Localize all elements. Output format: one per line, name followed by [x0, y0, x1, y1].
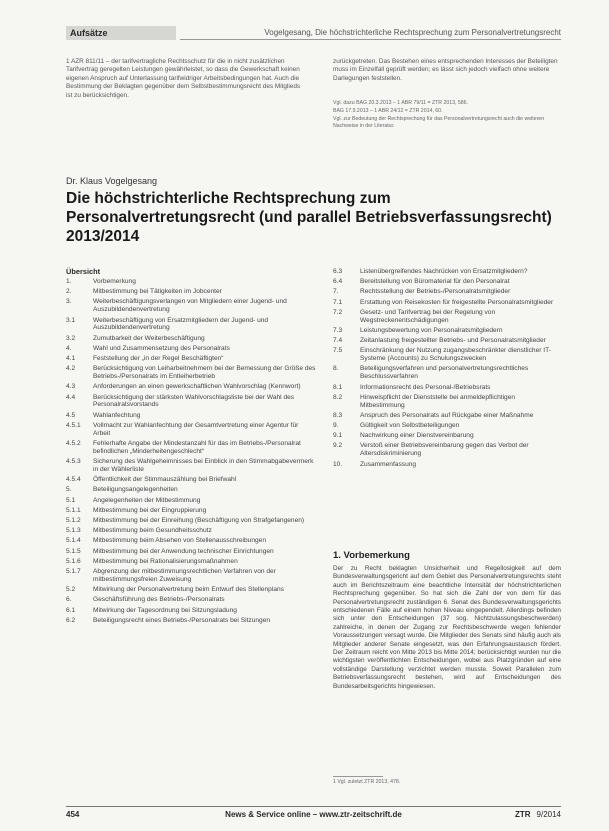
- toc-item-text: Mitwirkung der Personalvertretung beim Entwurf des Stellenplans: [93, 586, 284, 594]
- toc-item: [66, 298, 316, 314]
- toc-item: [333, 268, 561, 276]
- running-header: [66, 26, 561, 40]
- toc-item-number: 4.5.4: [66, 476, 81, 484]
- article-title: Die höchstrichterliche Rechtsprechung zum Personalvertretungsrecht (und parallel Betriebsverfassungsrecht) 2013/2014: [66, 190, 552, 245]
- toc-item-number: 4.5.3: [66, 458, 81, 466]
- toc-item-number: 6.4: [333, 278, 343, 286]
- toc-item-number: 8.3: [333, 411, 343, 419]
- toc-item: [333, 422, 561, 430]
- toc-item-number: 9.: [333, 422, 339, 430]
- toc-item: [66, 412, 316, 420]
- toc-item-text: Mitbestimmung beim Gesundheitsschutz: [93, 527, 212, 535]
- toc-item: [66, 527, 316, 535]
- toc-item: [66, 617, 316, 625]
- toc-item: [66, 476, 316, 484]
- toc-item-text: Nachwirkung einer Dienstvereinbarung: [360, 432, 474, 440]
- toc-item: [66, 278, 316, 286]
- toc-item: [66, 317, 316, 333]
- toc-item-number: 7.1: [333, 298, 343, 306]
- toc-item: [333, 288, 561, 296]
- toc-item-number: 5.1.1: [66, 506, 81, 514]
- footnote-rule: [333, 776, 383, 777]
- toc-item-text: Fehlerhafte Angabe der Mindestanzahl für das im Betriebs-/Personalrat befindlichen „Minderheitengeschlecht“: [93, 439, 301, 455]
- toc-item-text: Mitbestimmung bei Tätigkeiten im Jobcenter: [93, 288, 222, 296]
- toc-item: [66, 394, 316, 410]
- toc-item-text: Informationsrecht des Personal-/Betriebsrats: [360, 383, 491, 391]
- toc-item: [66, 586, 316, 594]
- toc-item: [333, 461, 561, 469]
- toc-item: [66, 596, 316, 604]
- toc-item-number: 3.2: [66, 334, 76, 342]
- issue-number: 9/2014: [536, 810, 561, 819]
- toc-item-text: Vorbemerkung: [93, 278, 136, 285]
- toc-item-number: 8.1: [333, 383, 343, 391]
- journal-issue: [515, 810, 561, 819]
- toc-item: [66, 537, 316, 545]
- toc-item-text: Mitbestimmung bei der Einreihung (Beschäftigung von Strafgefangenen): [93, 517, 305, 524]
- toc-item-text: Wahlanfechtung: [93, 411, 141, 419]
- toc-item-number: 3.1: [66, 316, 76, 324]
- toc-item-text: Gesetz- und Tarifvertrag bei der Regelung von Wegstreckenentschädigungen: [360, 308, 496, 324]
- toc-item: [333, 432, 561, 440]
- toc-item-text: Mitbestimmung beim Absehen von Stellenausschreibungen: [93, 537, 267, 545]
- toc-item: [333, 309, 561, 325]
- toc-item-number: 4.3: [66, 383, 76, 391]
- journal-name: ZTR: [514, 810, 531, 819]
- toc-item-number: 4.1: [66, 355, 76, 363]
- toc-item-number: 5.1.2: [66, 517, 81, 524]
- toc-item-text: Zumutbarkeit der Weiterbeschäftigung: [93, 334, 205, 342]
- toc-item-text: Öffentlichkeit der Stimmauszählung bei Briefwahl: [93, 476, 237, 484]
- toc-item: [66, 507, 316, 515]
- toc-item: [333, 442, 561, 458]
- toc-item: [333, 412, 561, 420]
- toc-item-text: Erstattung von Reisekosten für freigestellte Personalratsmitglieder: [360, 298, 554, 306]
- toc-item: [333, 278, 561, 286]
- section-heading: 1. Vorbemerkung: [333, 550, 410, 561]
- toc-item-text: Weiterbeschäftigungsverlangen von Mitgliedern einer Jugend- und Auszubildendenvertretung: [93, 298, 287, 314]
- toc-item-number: 3.: [66, 298, 72, 306]
- toc-item-text: Listenübergreifendes Nachrücken von Ersatzmitgliedern?: [360, 268, 528, 275]
- toc-item: [333, 327, 561, 335]
- toc-item-number: 7.2: [333, 308, 343, 316]
- toc-item-text: Bereitstellung von Büromaterial für den Personalrat: [360, 278, 510, 286]
- toc-item-number: 9.1: [333, 432, 343, 440]
- toc-item-number: 4.4: [66, 393, 76, 401]
- toc-item-number: 7.4: [333, 337, 343, 345]
- toc-item-text: Wahl und Zusammensetzung des Personalrats: [93, 344, 230, 352]
- toc-item-number: 5.1.4: [66, 537, 81, 545]
- toc-item-text: Hinweispflicht der Dienststelle bei anmeldepflichtigen Mitbestimmung: [360, 393, 516, 409]
- toc-item-text: Weiterbeschäftigung von Ersatzmitgliedern der Jugend- und Auszubildendenvertretung: [93, 316, 269, 332]
- toc-item-number: 10.: [333, 460, 343, 468]
- toc-item-text: Zeitanlastung freigestellter Betriebs- und Personalratsmitglieder: [360, 337, 546, 345]
- toc-item: [66, 383, 316, 391]
- toc-item-text: Gültigkeit von Selbstbeteiligungen: [360, 422, 460, 430]
- toc-right-column: [333, 268, 561, 471]
- toc-item-text: Angelegenheiten der Mitbestimmung: [93, 496, 201, 504]
- toc-item-number: 9.2: [333, 442, 343, 450]
- toc-item-number: 7.: [333, 288, 339, 296]
- toc-item-text: Anspruch des Personalrats auf Rückgabe einer Maßnahme: [360, 411, 534, 419]
- toc-item-number: 8.2: [333, 393, 343, 401]
- toc-item-number: 5.: [66, 486, 72, 494]
- toc-item: [66, 486, 316, 494]
- section-body: Der zu Recht beklagten Unsicherheit und Regellosigkeit auf dem Bundesverwaltungsgericht auf dem Gebiet des Personalvertretungsrechts steht auch im Berichtszeitraum eine beachtliche Intensität der höchstrichterlichen Rechtsprechung gegenüber. So hat sich die Zahl der von dem für das Personalvertretungsrecht zuständigen 6. Senat des Bundesverwaltungsgerichts entschiedenen Fälle auf einem hohen Niveau eingependelt. Allerdings befinden sich unter den Entscheidungen (37 sog. Nichtzulassungsbeschwerden) zahlreiche, in denen der Zugang zur Rechtsbeschwerde wegen fehlender Voraussetzungen versagt wurde. Die Mitglieder des Senats sind häufig auch als Mitglieder anderer Senate eingesetzt, was den Erfahrungsaustausch fördert. Der Zeitraum reicht von Mitte 2013 bis Mitte 2014; berücksichtigt wurden nur die wichtigsten veröffentlichten Entscheidungen, wobei aus Platzgründen auf eine vollständige Darstellung verzichtet werden musste. Soweit Parallelen zum Betriebsverfassungsrecht bestehen, wird auf Entscheidungen des Bundesarbeitsgerichts hingewiesen.: [333, 565, 561, 690]
- toc-item: [66, 422, 316, 438]
- toc-item-text: Mitbestimmung bei der Eingruppierung: [93, 506, 207, 514]
- toc-item-text: Sicherung des Wahlgeheimnisses bei Einblick in den Stimmabgabevermerk in der Wählerliste: [93, 458, 314, 473]
- toc-item: [66, 345, 316, 353]
- toc-item-number: 4.: [66, 344, 72, 352]
- toc-item-text: Mitwirkung der Tagesordnung bei Sitzungsladung: [93, 606, 237, 614]
- toc-item: [66, 548, 316, 556]
- toc-item: [66, 568, 316, 584]
- toc-item-text: Verstoß einer Betriebsvereinbarung gegen das Verbot der Altersdiskriminierung: [360, 442, 529, 458]
- toc-item-text: Berücksichtigung von Leiharbeitnehmern bei der Bemessung der Größe des Betriebs-/Personalrats im Entleiherbetrieb: [93, 365, 316, 381]
- footnote: Vgl. zur Bedeutung der Rechtsprechung für das Personalvertretungsrecht auch die weiteren Nachweise in der Literatur.: [333, 116, 545, 129]
- toc-item-text: Anforderungen an einen gewerkschaftlichen Wahlvorschlag (Kennwort): [93, 383, 301, 391]
- toc-item-text: Rechtsstellung der Betriebs-/Personalratsmitglieder: [360, 288, 511, 296]
- toc-item-number: 6.3: [333, 268, 343, 275]
- toc-item-text: Beteiligungsverfahren und personalvertretungsrechtliches Beschlussverfahren: [360, 365, 529, 381]
- toc-item: [66, 517, 316, 525]
- toc-item-number: 5.1: [66, 496, 76, 504]
- toc-item-number: 4.5.2: [66, 439, 81, 447]
- toc-item-text: Beteiligungsrecht eines Betriebs-/Personalrats bei Sitzungen: [93, 616, 271, 624]
- toc-item-text: Mitbestimmung bei der Anwendung technischer Einrichtungen: [93, 547, 274, 555]
- toc-item-number: 7.5: [333, 347, 343, 355]
- toc-item-number: 8.: [333, 365, 339, 373]
- toc-item-number: 5.1.5: [66, 547, 81, 555]
- toc-item: [333, 347, 561, 363]
- toc-item-text: Abgrenzung der mitbestimmungsrechtlichen Verfahren von der mitbestimmungsfreien Zuweisung: [93, 568, 276, 583]
- toc-item-text: Berücksichtigung der stärksten Wahlvorschlagsliste bei der Wahl des Personalratsvorstands: [93, 393, 295, 409]
- running-title: Vogelgesang, Die höchstrichterliche Rechtsprechung zum Personalvertretungsrecht: [180, 26, 561, 40]
- toc-item: [66, 365, 316, 381]
- continuation-text-right: zurückgetreten. Das Bestehen eines entsprechenden Interesses der Beteiligten muss im Einzelfall geprüft werden; es lässt sich jedoch vielfach ohne weitere Darlegungen feststellen.: [333, 58, 558, 82]
- toc-item: [333, 384, 561, 392]
- footnote: 1 Vgl. zuletzt ZTR 2013, 478.: [333, 779, 401, 785]
- toc-item-text: Feststellung der „in der Regel Beschäftigten“: [93, 355, 224, 363]
- page-footer: [66, 806, 561, 820]
- footnote: Vgl. dazu BAG 20.3.2013 – 1 ABR 79/11 = ZTR 2013, 586.: [333, 100, 469, 106]
- toc-item-number: 2.: [66, 288, 72, 296]
- toc-item-number: 5.1.7: [66, 568, 81, 576]
- toc-item-text: Einschränkung der Nutzung zugangsbeschränkter dienstlicher IT-Systeme (Accounts) zu Schulungszwecken: [360, 347, 551, 363]
- website-link[interactable]: News & Service online – www.ztr-zeitschrift.de: [225, 810, 402, 819]
- toc-item-number: 6.1: [66, 606, 76, 614]
- toc-item-text: Leistungsbewertung von Personalratsmitgliedern: [360, 326, 503, 334]
- toc-item: [66, 497, 316, 505]
- toc-item: [66, 335, 316, 343]
- toc-item-number: 5.2: [66, 586, 76, 594]
- toc-item-number: 6.2: [66, 616, 76, 624]
- toc-item: [66, 458, 316, 474]
- toc-item: [66, 288, 316, 296]
- toc-item: [66, 440, 316, 456]
- toc-item-number: 7.3: [333, 326, 343, 334]
- toc-item: [333, 394, 561, 410]
- toc-item-text: Mitbestimmung bei Rationalisierungsmaßnahmen: [93, 557, 238, 565]
- toc-item-number: 5.1.3: [66, 527, 81, 535]
- toc-item-text: Geschäftsführung des Betriebs-/Personalrats: [93, 596, 225, 604]
- toc-item-number: 4.2: [66, 365, 76, 373]
- footnote: BAG 17.9.2013 – 1 ABR 24/12 = ZTR 2014, 60.: [333, 108, 443, 114]
- toc-item-number: 5.1.6: [66, 557, 81, 565]
- section-tag: Aufsätze: [66, 26, 176, 40]
- toc-item: [66, 607, 316, 615]
- toc-item: [66, 355, 316, 363]
- toc-item-text: Beteiligungsangelegenheiten: [93, 486, 178, 494]
- toc-left-column: [66, 278, 316, 627]
- toc-item-text: Zusammenfassung: [360, 460, 417, 468]
- toc-item: [333, 365, 561, 381]
- continuation-text-left: 1 AZR 811/11 – der tarifvertragliche Rechtsschutz für die in nicht zusätzlichen Tarifvertrag geregelten Leistungen gewährleistet, so dass die Gewerkschaft keinen eigenen Anspruch auf Unterlassung tarifwidriger Arbeitsbedingungen hat. Auch die Bestimmung der Beklagten gegenüber dem Selbstbestimmungsrecht des Mitglieds ist zu berücksichtigen.: [66, 58, 301, 99]
- toc-item-number: 4.5.1: [66, 421, 81, 429]
- toc-item-number: 1.: [66, 278, 72, 285]
- page-number: 454: [66, 810, 80, 819]
- toc-heading: Übersicht: [66, 267, 101, 276]
- toc-item: [66, 558, 316, 566]
- top-footnotes: [333, 100, 561, 131]
- toc-item-number: 4.5: [66, 411, 76, 419]
- toc-item: [333, 337, 561, 345]
- toc-item: [333, 299, 561, 307]
- toc-item-number: 6.: [66, 596, 72, 604]
- author-name: Dr. Klaus Vogelgesang: [66, 176, 158, 186]
- toc-item-text: Vollmacht zur Wahlanfechtung der Gesamtvertretung einer Agentur für Arbeit: [93, 421, 299, 437]
